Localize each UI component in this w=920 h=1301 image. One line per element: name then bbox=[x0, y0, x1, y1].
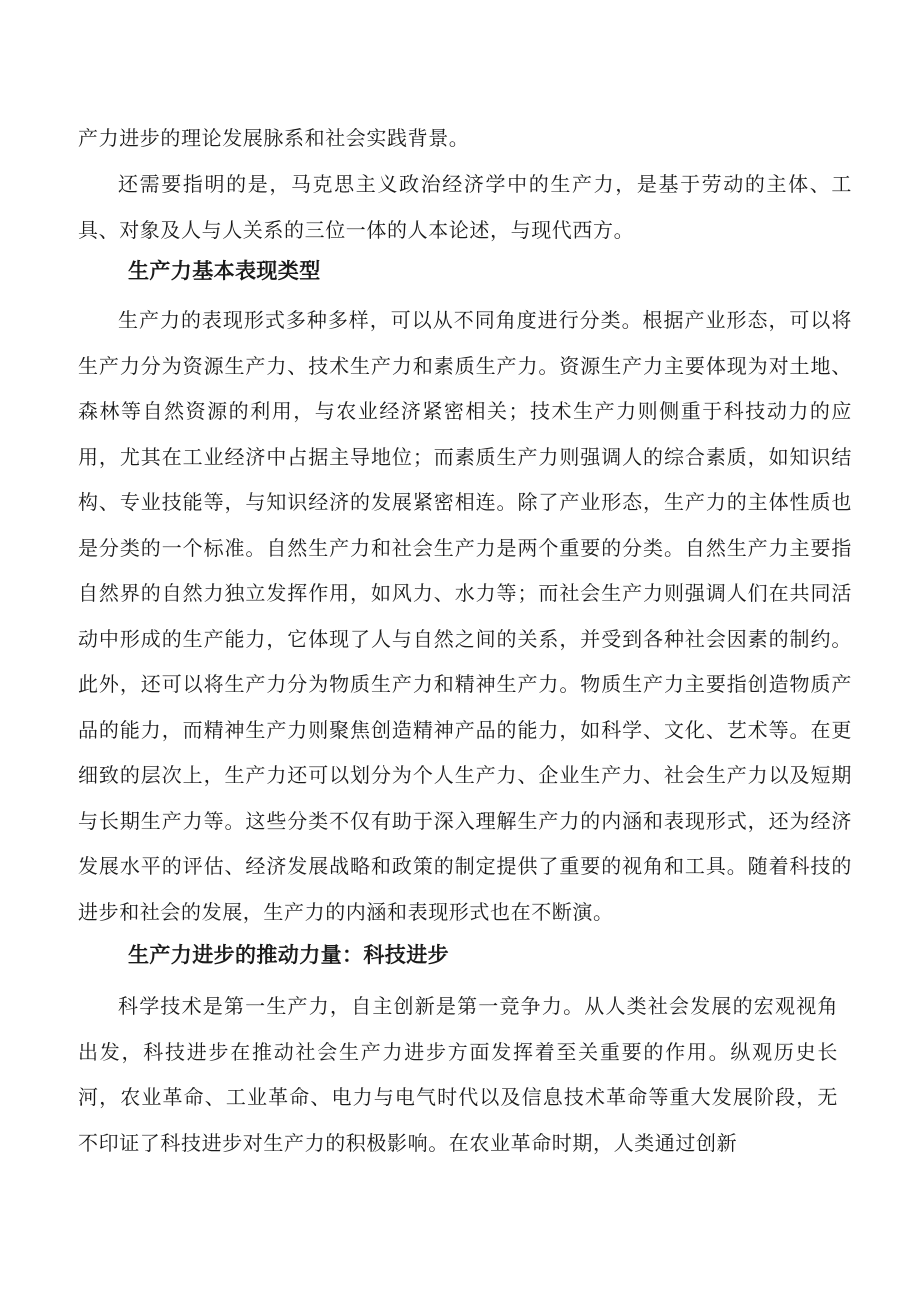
paragraph-productivity-types: 生产力的表现形式多种多样，可以从不同角度进行分类。根据产业形态，可以将生产力分为资源生产力、技术生产力和素质生产力。资源生产力主要体现为对土地、森林等自然资源的利用，与农业经济紧密相关；技术生产力则侧重于科技动力的应用，尤其在工业经济中占据主导地位；而素质生产力则强调人的综合素质，如知识结构、专业技能等，与知识经济的发展紧密相连。除了产业形态，生产力的主体性质也是分类的一个标准。自然生产力和社会生产力是两个重要的分类。自然生产力主要指自然界的自然力独立发挥作用，如风力、水力等；而社会生产力则强调人们在共同活动中形成的生产能力，它体现了人与自然之间的关系，并受到各种社会因素的制约。此外，还可以将生产力分为物质生产力和精神生产力。物质生产力主要指创造物质产品的能力，而精神生产力则聚焦创造精神产品的能力，如科学、文化、艺术等。在更细致的层次上，生产力还可以划分为个人生产力、企业生产力、社会生产力以及短期与长期生产力等。这些分类不仅有助于深入理解生产力的内涵和表现形式，还为经济发展水平的评估、经济发展战略和政策的制定提供了重要的视角和工具。随着科技的进步和社会的发展，生产力的内涵和表现形式也在不断演。 bbox=[78, 308, 852, 924]
paragraph-intro-tail: 产力进步的理论发展脉系和社会实践背景。 bbox=[78, 126, 470, 150]
paragraph-tech-progress: 科学技术是第一生产力，自主创新是第一竞争力。从人类社会发展的宏观视角出发，科技进步在推动社会生产力进步方面发挥着至关重要的作用。纵观历史长河，农业革命、工业革命、电力与电气时代以及信息技术革命等重大发展阶段，无不印证了科技进步对生产力的积极影响。在农业革命时期，人类通过创新 bbox=[78, 994, 838, 1155]
section-heading-productivity-types: 生产力基本表现类型 bbox=[128, 259, 321, 283]
section-heading-tech-progress: 生产力进步的推动力量：科技进步 bbox=[128, 943, 449, 967]
paragraph-marxist-note: 还需要指明的是，马克思主义政治经济学中的生产力，是基于劳动的主体、工具、对象及人与人关系的三位一体的人本论述，与现代西方。 bbox=[78, 172, 852, 242]
